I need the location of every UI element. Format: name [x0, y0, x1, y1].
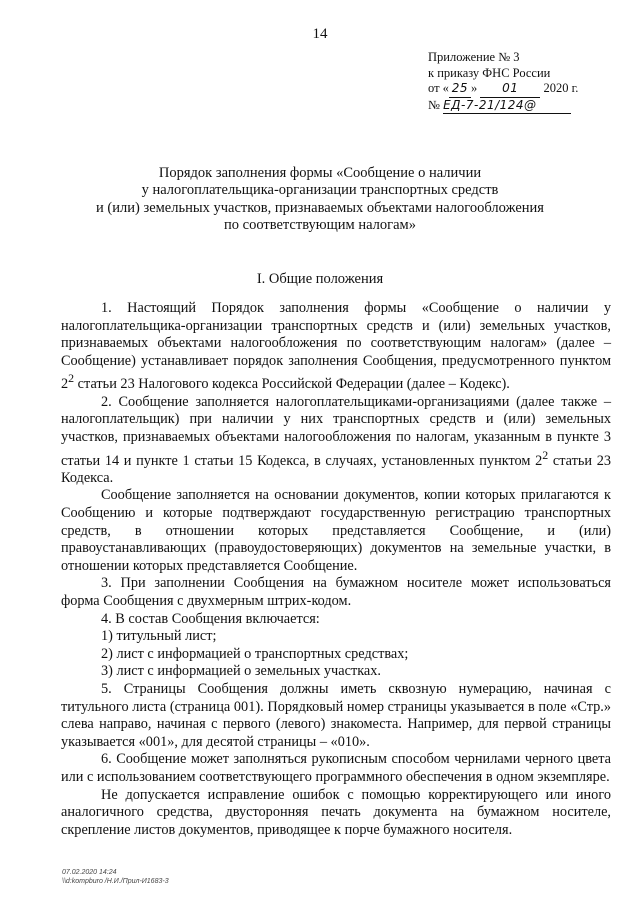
appendix-title: Приложение № 3: [428, 50, 520, 64]
paragraph-1: 1. Настоящий Порядок заполнения формы «Сообщение о наличии у налогоплательщика-организации транспортных средств и (или) земельных участков, признаваемых объектами налогообложения по соответствующим налогам» (далее – Сообщение) устанавливает порядок заполнения Сообщения, предусмотренного пунктом $2^2$ статьи 23 Налогового кодекса Российской Федерации (далее – Кодекс).: [61, 300, 611, 393]
title-line: и (или) земельных участков, признаваемых объектами налогообложения: [96, 199, 544, 216]
paragraph-5: 4. В состав Сообщения включается:: [101, 610, 320, 627]
title-line: по соответствующим налогам»: [224, 217, 416, 234]
paragraph-8: Не допускается исправление ошибок с помощью корректирующего или иного аналогичного средства, двусторонняя печать документа на бумажном носителе, скрепление листов документов, приводящее к порче бумажного носителя.: [61, 786, 611, 838]
number-value: ЕД-7-21/124@: [443, 98, 571, 115]
appendix-number: [428, 98, 578, 115]
date-month: 01: [480, 81, 540, 98]
body-text: [61, 300, 611, 839]
page-number: 14: [312, 26, 328, 42]
appendix-order: к приказу ФНС России: [428, 65, 551, 80]
date-prefix: от «: [428, 81, 449, 95]
paragraph-2: 2. Сообщение заполняется налогоплательщиками-организациями (далее также – налогоплательщик) при наличии у них транспортных средств и (или) земельных участков, признаваемых объектами налогообложения по налогам, указанным в пункте 3 статьи 14 и пункте 1 статьи 15 Кодекса, в случаях, установленных пунктом $2^2$ статьи 23 Кодекса.: [61, 393, 611, 486]
footer-stamp: [62, 868, 169, 886]
document-title: [80, 165, 560, 235]
appendix-block: [428, 50, 578, 114]
title-line: Порядок заполнения формы «Сообщение о наличии: [158, 165, 482, 181]
date-day: 25: [449, 81, 471, 98]
footer-timestamp: 07.02.2020 14:24: [62, 869, 117, 876]
list-item: 1) титульный лист;: [101, 628, 217, 645]
date-year: 2020 г.: [543, 81, 579, 95]
date-mid: »: [470, 81, 478, 95]
paragraph-4: 3. При заполнении Сообщения на бумажном носителе может использоваться форма Сообщения с двухмерным штрих-кодом.: [61, 575, 611, 610]
footer-path: \\d:kompburo /Н.И./Прил-И1683-3: [62, 878, 169, 885]
number-prefix: №: [428, 97, 440, 112]
list-item: 3) лист с информацией о земельных участках.: [101, 663, 381, 680]
paragraph-7: 6. Сообщение может заполняться рукописным способом чернилами черного цвета или с использованием соответствующего программного обеспечения в одном экземпляре.: [61, 751, 611, 785]
paragraph-6: 5. Страницы Сообщения должны иметь сквозную нумерацию, начиная с титульного листа (страница 001). Порядковый номер страницы указывается в поле «Стр.» слева направо, начиная с первого (левого) знакоместа. Например, для первой страницы указывается «001», для десятой страницы – «010».: [61, 681, 611, 750]
list-item: 2) лист с информацией о транспортных средствах;: [101, 645, 409, 662]
appendix-date: [428, 81, 578, 98]
title-line: у налогоплательщика-организации транспортных средств: [141, 182, 499, 199]
section-heading: I. Общие положения: [256, 271, 384, 287]
paragraph-3: Сообщение заполняется на основании документов, копии которых прилагаются к Сообщению и которые подтверждают государственную регистрацию транспортных средств, в отношении которых представляется Сообщение, и (или) правоустанавливающих (правоудостоверяющих) документов на земельные участки, в отношении которых представляется Сообщение.: [61, 487, 611, 574]
